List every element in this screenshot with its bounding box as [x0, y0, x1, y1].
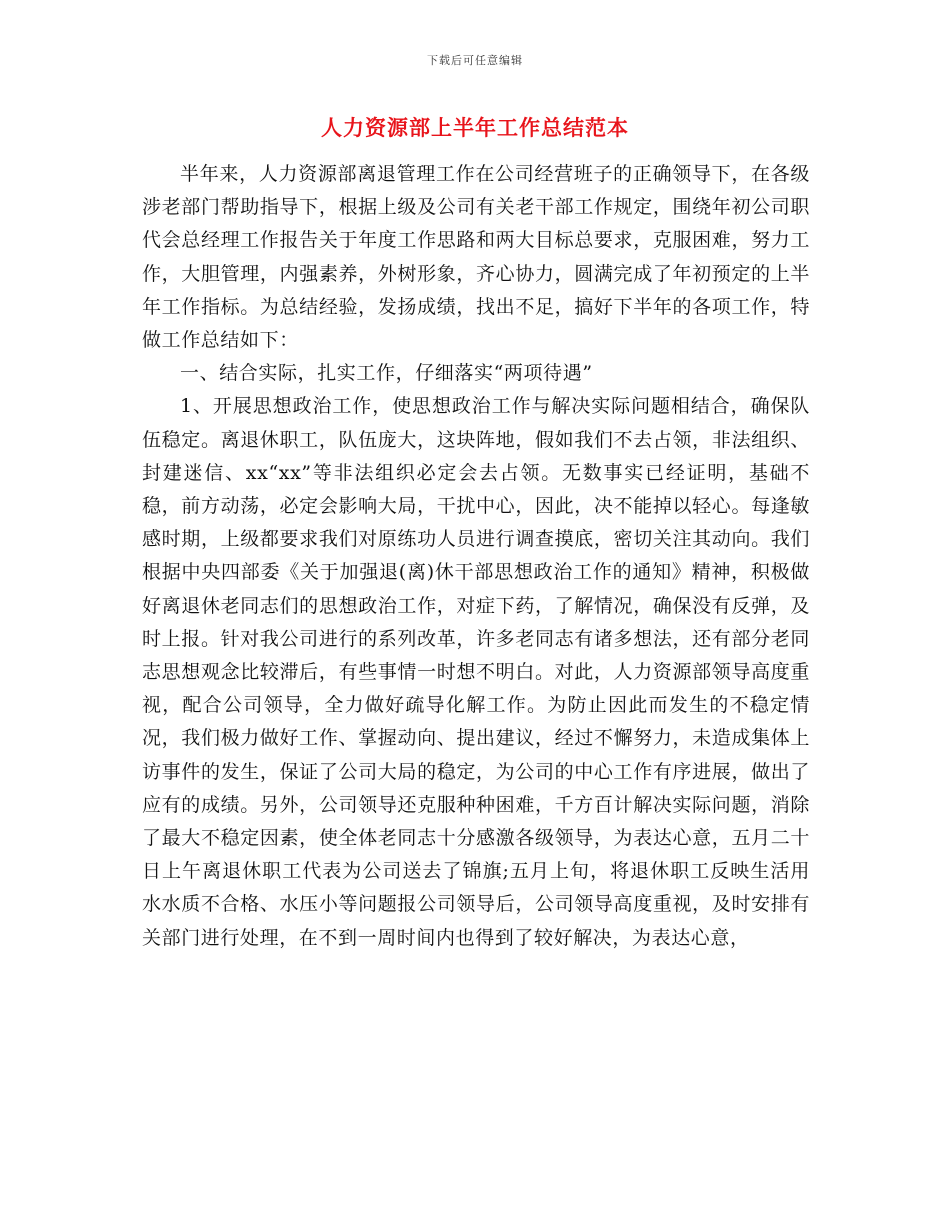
document-body: [142, 158, 810, 955]
document-title: 人力资源部上半年工作总结范本: [321, 115, 629, 140]
paragraph-item-1: 1、开展思想政治工作，使思想政治工作与解决实际问题相结合，确保队伍稳定。离退休职工，队伍庞大，这块阵地，假如我们不去占领，非法组织、封建迷信、xx“xx”等非法组织必定会去占领。无数事实已经证明，基础不稳，前方动荡，必定会影响大局，干扰中心，因此，决不能掉以轻心。每逢敏感时期，上级都要求我们对原练功人员进行调查摸底，密切关注其动向。我们根据中央四部委《关于加强退(离)休干部思想政治工作的通知》精神，积极做好离退休老同志们的思想政治工作，对症下药，了解情况，确保没有反弹，及时上报。针对我公司进行的系列改革，许多老同志有诸多想法，还有部分老同志思想观念比较滞后，有些事情一时想不明白。对此，人力资源部领导高度重视，配合公司领导，全力做好疏导化解工作。为防止因此而发生的不稳定情况，我们极力做好工作、掌握动向、提出建议，经过不懈努力，未造成集体上访事件的发生，保证了公司大局的稳定，为公司的中心工作有序进展，做出了应有的成绩。另外，公司领导还克服种种困难，千方百计解决实际问题，消除了最大不稳定因素，使全体老同志十分感激各级领导，为表达心意，五月二十日上午离退休职工代表为公司送去了锦旗;五月上旬，将退休职工反映生活用水水质不合格、水压小等问题报公司领导后，公司领导高度重视，及时安排有关部门进行处理，在不到一周时间内也得到了较好解决，为表达心意，: [142, 395, 810, 949]
section-heading-1: 一、结合实际，扎实工作，仔细落实“两项待遇”: [180, 362, 593, 385]
paragraph-intro: 半年来，人力资源部离退管理工作在公司经营班子的正确领导下，在各级涉老部门帮助指导下，根据上级及公司有关老干部工作规定，围绕年初公司职代会总经理工作报告关于年度工作思路和两大目标总要求，克服困难，努力工作，大胆管理，内强素养，外树形象，齐心协力，圆满完成了年初预定的上半年工作指标。为总结经验，发扬成绩，找出不足，搞好下半年的各项工作，特做工作总结如下：: [142, 163, 810, 352]
page-header-note: 下载后可任意编辑: [427, 54, 523, 67]
